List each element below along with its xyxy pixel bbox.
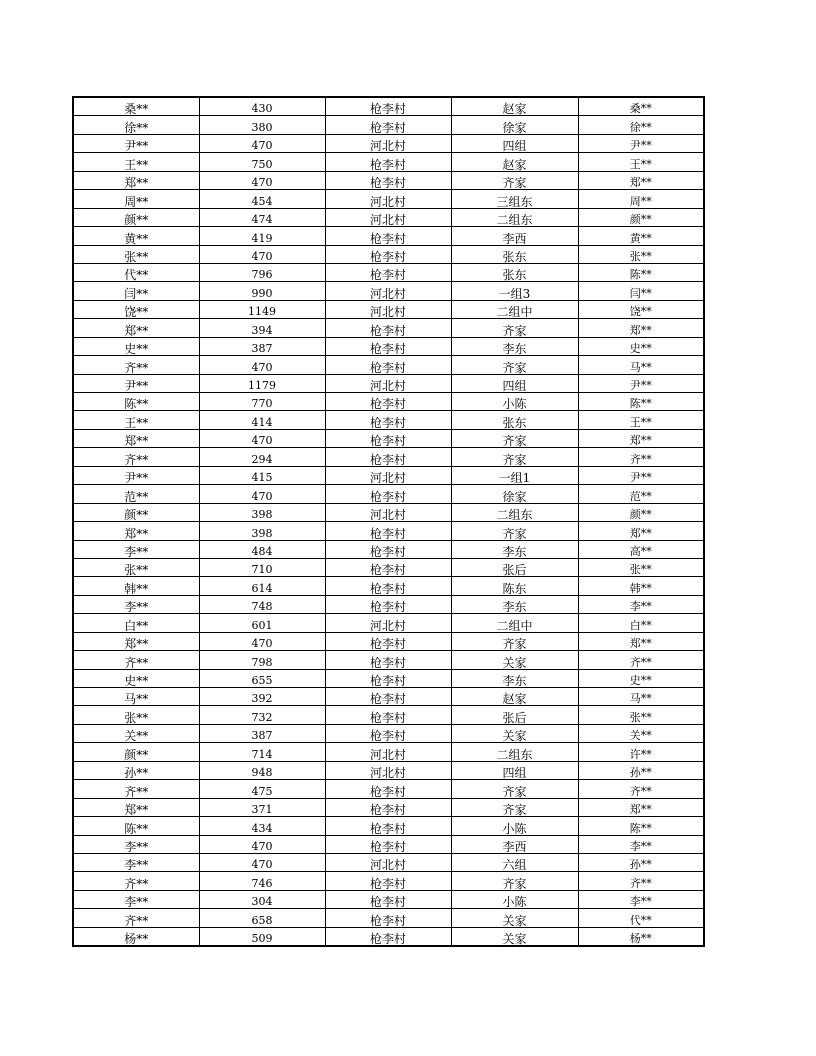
holder-cell: 郑**	[578, 798, 704, 816]
village-cell: 枪李村	[325, 393, 451, 411]
village-cell: 枪李村	[325, 798, 451, 816]
group-cell: 小陈	[451, 890, 578, 908]
table-row	[73, 835, 704, 853]
name-cell: 张**	[73, 245, 199, 263]
group-cell: 一组3	[451, 282, 578, 300]
amount-cell: 430	[199, 97, 325, 116]
village-cell: 枪李村	[325, 116, 451, 134]
name-cell: 周**	[73, 190, 199, 208]
village-cell: 枪李村	[325, 153, 451, 171]
table-row	[73, 503, 704, 521]
group-cell: 关家	[451, 927, 578, 946]
group-cell: 关家	[451, 909, 578, 927]
amount-cell: 475	[199, 780, 325, 798]
table-row	[73, 817, 704, 835]
group-cell: 齐家	[451, 171, 578, 189]
village-cell: 枪李村	[325, 927, 451, 946]
group-cell: 李东	[451, 337, 578, 355]
amount-cell: 710	[199, 558, 325, 576]
holder-cell: 关**	[578, 724, 704, 742]
holder-cell: 陈**	[578, 263, 704, 281]
village-cell: 枪李村	[325, 817, 451, 835]
group-cell: 一组1	[451, 466, 578, 484]
table-row	[73, 374, 704, 392]
group-cell: 李东	[451, 669, 578, 687]
amount-cell: 601	[199, 614, 325, 632]
name-cell: 郑**	[73, 171, 199, 189]
holder-cell: 齐**	[578, 448, 704, 466]
village-cell: 枪李村	[325, 669, 451, 687]
amount-cell: 470	[199, 853, 325, 871]
table-row	[73, 558, 704, 576]
table-row	[73, 134, 704, 152]
holder-cell: 齐**	[578, 872, 704, 890]
holder-cell: 李**	[578, 595, 704, 613]
group-cell: 徐家	[451, 116, 578, 134]
amount-cell: 419	[199, 227, 325, 245]
holder-cell: 李**	[578, 835, 704, 853]
village-cell: 河北村	[325, 134, 451, 152]
village-cell: 河北村	[325, 614, 451, 632]
name-cell: 范**	[73, 485, 199, 503]
amount-cell: 614	[199, 577, 325, 595]
group-cell: 李西	[451, 835, 578, 853]
name-cell: 李**	[73, 835, 199, 853]
name-cell: 尹**	[73, 374, 199, 392]
holder-cell: 尹**	[578, 466, 704, 484]
table-row	[73, 97, 704, 116]
table-row	[73, 522, 704, 540]
group-cell: 齐家	[451, 522, 578, 540]
table-row	[73, 190, 704, 208]
holder-cell: 黄**	[578, 227, 704, 245]
group-cell: 六组	[451, 853, 578, 871]
table-row	[73, 909, 704, 927]
holder-cell: 李**	[578, 890, 704, 908]
holder-cell: 高**	[578, 540, 704, 558]
village-cell: 枪李村	[325, 448, 451, 466]
village-cell: 河北村	[325, 374, 451, 392]
amount-cell: 294	[199, 448, 325, 466]
group-cell: 二组东	[451, 743, 578, 761]
amount-cell: 470	[199, 835, 325, 853]
holder-cell: 杨**	[578, 927, 704, 946]
name-cell: 颜**	[73, 503, 199, 521]
table-row	[73, 927, 704, 946]
amount-cell: 1179	[199, 374, 325, 392]
name-cell: 李**	[73, 540, 199, 558]
name-cell: 尹**	[73, 134, 199, 152]
village-cell: 枪李村	[325, 485, 451, 503]
name-cell: 李**	[73, 853, 199, 871]
group-cell: 张东	[451, 411, 578, 429]
village-cell: 枪李村	[325, 356, 451, 374]
amount-cell: 470	[199, 485, 325, 503]
village-cell: 河北村	[325, 853, 451, 871]
table-row	[73, 208, 704, 226]
village-cell: 枪李村	[325, 577, 451, 595]
table-row	[73, 485, 704, 503]
table-row	[73, 743, 704, 761]
amount-cell: 509	[199, 927, 325, 946]
name-cell: 齐**	[73, 356, 199, 374]
group-cell: 齐家	[451, 429, 578, 447]
holder-cell: 尹**	[578, 374, 704, 392]
amount-cell: 1149	[199, 300, 325, 318]
amount-cell: 798	[199, 651, 325, 669]
group-cell: 张后	[451, 706, 578, 724]
amount-cell: 380	[199, 116, 325, 134]
name-cell: 闫**	[73, 282, 199, 300]
name-cell: 齐**	[73, 448, 199, 466]
table-row	[73, 595, 704, 613]
village-cell: 枪李村	[325, 909, 451, 927]
amount-cell: 750	[199, 153, 325, 171]
village-cell: 枪李村	[325, 227, 451, 245]
name-cell: 郑**	[73, 632, 199, 650]
village-cell: 枪李村	[325, 411, 451, 429]
village-cell: 枪李村	[325, 245, 451, 263]
name-cell: 桑**	[73, 97, 199, 116]
name-cell: 颜**	[73, 743, 199, 761]
table-row	[73, 263, 704, 281]
name-cell: 陈**	[73, 817, 199, 835]
amount-cell: 415	[199, 466, 325, 484]
name-cell: 尹**	[73, 466, 199, 484]
name-cell: 黄**	[73, 227, 199, 245]
village-cell: 河北村	[325, 208, 451, 226]
amount-cell: 770	[199, 393, 325, 411]
village-cell: 枪李村	[325, 890, 451, 908]
table-row	[73, 651, 704, 669]
name-cell: 史**	[73, 669, 199, 687]
amount-cell: 470	[199, 632, 325, 650]
amount-cell: 470	[199, 245, 325, 263]
holder-cell: 颜**	[578, 208, 704, 226]
group-cell: 四组	[451, 761, 578, 779]
group-cell: 赵家	[451, 97, 578, 116]
name-cell: 陈**	[73, 393, 199, 411]
amount-cell: 387	[199, 337, 325, 355]
name-cell: 郑**	[73, 798, 199, 816]
group-cell: 赵家	[451, 153, 578, 171]
group-cell: 张后	[451, 558, 578, 576]
name-cell: 徐**	[73, 116, 199, 134]
amount-cell: 371	[199, 798, 325, 816]
village-cell: 枪李村	[325, 632, 451, 650]
village-cell: 枪李村	[325, 337, 451, 355]
holder-cell: 齐**	[578, 651, 704, 669]
village-cell: 枪李村	[325, 780, 451, 798]
amount-cell: 732	[199, 706, 325, 724]
holder-cell: 颜**	[578, 503, 704, 521]
table-row	[73, 669, 704, 687]
group-cell: 李东	[451, 595, 578, 613]
village-cell: 枪李村	[325, 540, 451, 558]
holder-cell: 郑**	[578, 171, 704, 189]
table-row	[73, 853, 704, 871]
name-cell: 齐**	[73, 872, 199, 890]
group-cell: 齐家	[451, 448, 578, 466]
table-row	[73, 393, 704, 411]
name-cell: 郑**	[73, 319, 199, 337]
village-cell: 枪李村	[325, 724, 451, 742]
village-cell: 枪李村	[325, 872, 451, 890]
group-cell: 齐家	[451, 356, 578, 374]
name-cell: 孙**	[73, 761, 199, 779]
group-cell: 二组中	[451, 614, 578, 632]
group-cell: 齐家	[451, 872, 578, 890]
amount-cell: 474	[199, 208, 325, 226]
amount-cell: 990	[199, 282, 325, 300]
holder-cell: 王**	[578, 153, 704, 171]
amount-cell: 398	[199, 503, 325, 521]
table-row	[73, 466, 704, 484]
amount-cell: 470	[199, 134, 325, 152]
group-cell: 李东	[451, 540, 578, 558]
holder-cell: 张**	[578, 706, 704, 724]
table-row	[73, 890, 704, 908]
group-cell: 二组东	[451, 503, 578, 521]
amount-cell: 434	[199, 817, 325, 835]
table-row	[73, 116, 704, 134]
amount-cell: 748	[199, 595, 325, 613]
holder-cell: 郑**	[578, 522, 704, 540]
table-row	[73, 227, 704, 245]
amount-cell: 746	[199, 872, 325, 890]
group-cell: 陈东	[451, 577, 578, 595]
table-row	[73, 153, 704, 171]
village-cell: 枪李村	[325, 595, 451, 613]
group-cell: 二组东	[451, 208, 578, 226]
amount-cell: 470	[199, 429, 325, 447]
table-row	[73, 337, 704, 355]
group-cell: 四组	[451, 134, 578, 152]
group-cell: 齐家	[451, 319, 578, 337]
name-cell: 李**	[73, 890, 199, 908]
holder-cell: 王**	[578, 411, 704, 429]
amount-cell: 714	[199, 743, 325, 761]
holder-cell: 马**	[578, 688, 704, 706]
table-row	[73, 411, 704, 429]
holder-cell: 白**	[578, 614, 704, 632]
data-table	[72, 96, 705, 947]
holder-cell: 徐**	[578, 116, 704, 134]
village-cell: 河北村	[325, 282, 451, 300]
table-row	[73, 540, 704, 558]
name-cell: 马**	[73, 688, 199, 706]
amount-cell: 470	[199, 356, 325, 374]
group-cell: 二组中	[451, 300, 578, 318]
name-cell: 郑**	[73, 429, 199, 447]
table-row	[73, 300, 704, 318]
village-cell: 枪李村	[325, 558, 451, 576]
village-cell: 枪李村	[325, 688, 451, 706]
name-cell: 饶**	[73, 300, 199, 318]
group-cell: 三组东	[451, 190, 578, 208]
holder-cell: 陈**	[578, 393, 704, 411]
table-row	[73, 632, 704, 650]
holder-cell: 史**	[578, 669, 704, 687]
holder-cell: 张**	[578, 558, 704, 576]
group-cell: 张东	[451, 245, 578, 263]
name-cell: 齐**	[73, 651, 199, 669]
table-row	[73, 448, 704, 466]
holder-cell: 韩**	[578, 577, 704, 595]
amount-cell: 387	[199, 724, 325, 742]
holder-cell: 齐**	[578, 780, 704, 798]
holder-cell: 陈**	[578, 817, 704, 835]
group-cell: 赵家	[451, 688, 578, 706]
group-cell: 小陈	[451, 393, 578, 411]
name-cell: 关**	[73, 724, 199, 742]
amount-cell: 948	[199, 761, 325, 779]
holder-cell: 代**	[578, 909, 704, 927]
amount-cell: 392	[199, 688, 325, 706]
table-row	[73, 319, 704, 337]
group-cell: 齐家	[451, 780, 578, 798]
village-cell: 河北村	[325, 466, 451, 484]
table-row	[73, 761, 704, 779]
holder-cell: 马**	[578, 356, 704, 374]
amount-cell: 398	[199, 522, 325, 540]
name-cell: 齐**	[73, 909, 199, 927]
table-row	[73, 282, 704, 300]
holder-cell: 史**	[578, 337, 704, 355]
table-row	[73, 429, 704, 447]
village-cell: 河北村	[325, 190, 451, 208]
name-cell: 王**	[73, 411, 199, 429]
village-cell: 河北村	[325, 300, 451, 318]
table-row	[73, 614, 704, 632]
amount-cell: 304	[199, 890, 325, 908]
village-cell: 枪李村	[325, 319, 451, 337]
table-row	[73, 798, 704, 816]
name-cell: 白**	[73, 614, 199, 632]
village-cell: 枪李村	[325, 706, 451, 724]
holder-cell: 郑**	[578, 319, 704, 337]
name-cell: 齐**	[73, 780, 199, 798]
holder-cell: 闫**	[578, 282, 704, 300]
table-row	[73, 688, 704, 706]
amount-cell: 655	[199, 669, 325, 687]
group-cell: 小陈	[451, 817, 578, 835]
name-cell: 张**	[73, 706, 199, 724]
table-row	[73, 171, 704, 189]
table-row	[73, 706, 704, 724]
village-cell: 枪李村	[325, 835, 451, 853]
amount-cell: 796	[199, 263, 325, 281]
group-cell: 徐家	[451, 485, 578, 503]
table-row	[73, 724, 704, 742]
name-cell: 颜**	[73, 208, 199, 226]
holder-cell: 郑**	[578, 632, 704, 650]
holder-cell: 许**	[578, 743, 704, 761]
table-row	[73, 356, 704, 374]
village-cell: 枪李村	[325, 263, 451, 281]
table-row	[73, 872, 704, 890]
name-cell: 韩**	[73, 577, 199, 595]
holder-cell: 饶**	[578, 300, 704, 318]
village-cell: 枪李村	[325, 522, 451, 540]
table-body	[73, 97, 704, 946]
group-cell: 齐家	[451, 798, 578, 816]
village-cell: 枪李村	[325, 97, 451, 116]
name-cell: 王**	[73, 153, 199, 171]
holder-cell: 孙**	[578, 853, 704, 871]
group-cell: 四组	[451, 374, 578, 392]
holder-cell: 郑**	[578, 429, 704, 447]
village-cell: 河北村	[325, 743, 451, 761]
village-cell: 枪李村	[325, 651, 451, 669]
holder-cell: 桑**	[578, 97, 704, 116]
holder-cell: 范**	[578, 485, 704, 503]
table-row	[73, 780, 704, 798]
village-cell: 枪李村	[325, 429, 451, 447]
name-cell: 杨**	[73, 927, 199, 946]
amount-cell: 394	[199, 319, 325, 337]
holder-cell: 张**	[578, 245, 704, 263]
name-cell: 郑**	[73, 522, 199, 540]
name-cell: 张**	[73, 558, 199, 576]
holder-cell: 周**	[578, 190, 704, 208]
group-cell: 关家	[451, 651, 578, 669]
village-cell: 河北村	[325, 761, 451, 779]
holder-cell: 尹**	[578, 134, 704, 152]
village-cell: 枪李村	[325, 171, 451, 189]
table-row	[73, 245, 704, 263]
amount-cell: 414	[199, 411, 325, 429]
group-cell: 张东	[451, 263, 578, 281]
amount-cell: 470	[199, 171, 325, 189]
table-row	[73, 577, 704, 595]
amount-cell: 484	[199, 540, 325, 558]
amount-cell: 658	[199, 909, 325, 927]
name-cell: 李**	[73, 595, 199, 613]
holder-cell: 孙**	[578, 761, 704, 779]
village-cell: 河北村	[325, 503, 451, 521]
group-cell: 齐家	[451, 632, 578, 650]
group-cell: 李西	[451, 227, 578, 245]
name-cell: 史**	[73, 337, 199, 355]
group-cell: 关家	[451, 724, 578, 742]
amount-cell: 454	[199, 190, 325, 208]
name-cell: 代**	[73, 263, 199, 281]
